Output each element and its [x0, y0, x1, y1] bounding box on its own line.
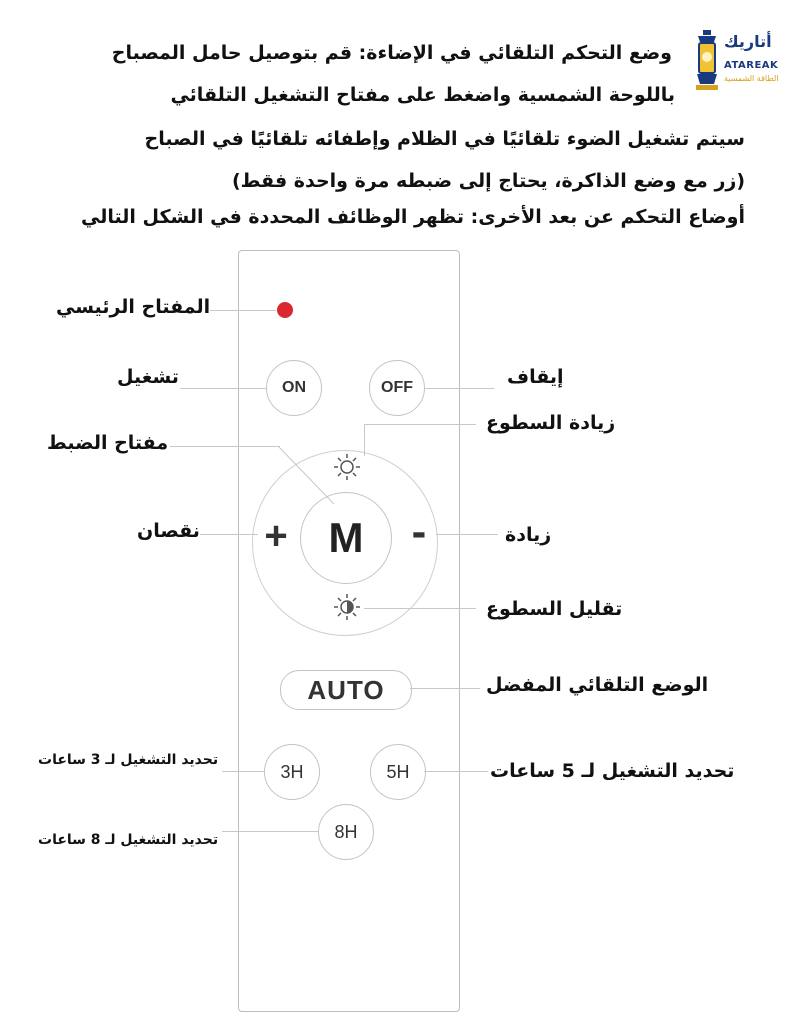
leader-main-switch: [210, 310, 276, 311]
brand-name-ar: أتاريك: [724, 32, 772, 51]
label-timer-3h: تحديد التشغيل لـ 3 ساعات: [38, 752, 219, 768]
label-auto-mode: الوضع التلقائي المفضل: [486, 674, 709, 696]
leader-on: [180, 388, 266, 389]
header-line-5: أوضاع التحكم عن بعد الأخرى: تظهر الوظائف المحددة في الشكل التالي: [80, 206, 745, 228]
label-on: تشغيل: [117, 366, 179, 388]
label-decrease: نقصان: [137, 520, 200, 542]
label-adjust-key: مفتاح الضبط: [47, 432, 169, 454]
label-off: إيقاف: [507, 366, 564, 388]
leader-brightness-down: [364, 608, 476, 609]
brand-name-en: ATAREAK: [724, 60, 779, 71]
label-increase: زيادة: [505, 524, 552, 546]
minus-button[interactable]: -: [411, 507, 427, 556]
leader-brightness-up-v: [364, 424, 365, 456]
label-brightness-up: زيادة السطوع: [486, 412, 616, 434]
m-button[interactable]: M: [300, 492, 392, 584]
leader-8h: [222, 831, 318, 832]
label-main-switch: المفتاح الرئيسي: [56, 296, 211, 318]
leader-adjust-diag: [278, 444, 338, 506]
auto-button[interactable]: AUTO: [280, 670, 412, 710]
leader-off: [424, 388, 494, 389]
leader-adjust-h: [170, 446, 280, 447]
label-timer-5h: تحديد التشغيل لـ 5 ساعات: [490, 760, 735, 782]
label-brightness-down: تقليل السطوع: [486, 598, 623, 620]
on-button[interactable]: ON: [266, 360, 322, 416]
leader-5h: [424, 771, 488, 772]
off-button[interactable]: OFF: [369, 360, 425, 416]
timer-5h-button[interactable]: 5H: [370, 744, 426, 800]
brand-tagline: الطاقة الشمسية: [724, 74, 779, 83]
power-button[interactable]: [277, 302, 293, 318]
leader-decrease: [200, 534, 258, 535]
header-line-3: سيتم تشغيل الضوء تلقائيًا في الظلام وإطفائه تلقائيًا في الصباح: [144, 128, 745, 150]
leader-auto: [410, 688, 480, 689]
header-line-2: باللوحة الشمسية واضغط على مفتاح التشغيل التلقائي: [170, 84, 675, 106]
timer-3h-button[interactable]: 3H: [264, 744, 320, 800]
header-line-1: وضع التحكم التلقائي في الإضاءة: قم بتوصيل حامل المصباح: [111, 42, 672, 64]
brand-logo: [694, 28, 786, 96]
timer-8h-button[interactable]: 8H: [318, 804, 374, 860]
label-timer-8h: تحديد التشغيل لـ 8 ساعات: [38, 832, 219, 848]
leader-3h: [222, 771, 264, 772]
leader-brightness-up-h: [364, 424, 476, 425]
plus-button[interactable]: +: [264, 514, 288, 558]
header-line-4: (زر مع وضع الذاكرة، يحتاج إلى ضبطه مرة واحدة فقط): [232, 170, 745, 192]
brightness-down-icon[interactable]: [332, 592, 362, 622]
leader-increase: [436, 534, 498, 535]
lantern-icon: [694, 30, 720, 92]
